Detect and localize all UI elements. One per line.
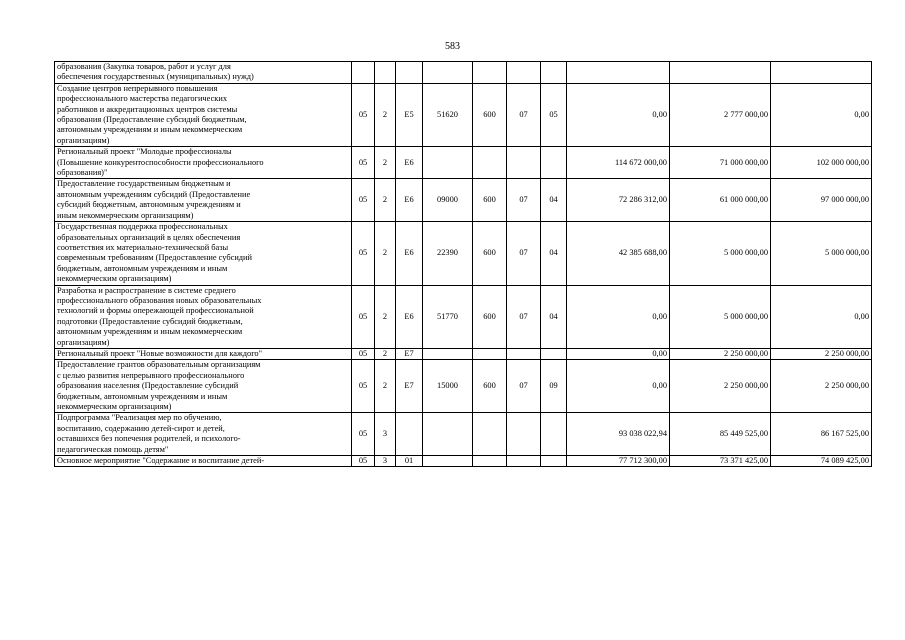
amount-year3-cell: 0,00 — [771, 83, 872, 146]
program-code-cell: 05 — [352, 285, 375, 348]
description-line: соответствия их материально-технической базы — [57, 242, 229, 252]
program-code-cell: 05 — [352, 456, 375, 467]
program-code-cell: 05 — [352, 360, 375, 413]
direction-code-cell: 22390 — [423, 222, 473, 285]
description-line: Предоставление грантов образовательным организациям — [57, 360, 261, 370]
description-line: образовательных организаций в целях обеспечения — [57, 232, 241, 242]
expense-type-cell: 600 — [473, 222, 507, 285]
direction-code-cell: 15000 — [423, 360, 473, 413]
direction-code-cell: 09000 — [423, 179, 473, 222]
description-line: образования (Предоставление субсидий бюджетным, — [57, 115, 247, 125]
subprogram-code-cell: 2 — [375, 83, 396, 146]
expense-type-cell — [473, 456, 507, 467]
description-line: организациям) — [57, 135, 110, 145]
subsection-code-cell: 04 — [541, 285, 567, 348]
section-code-cell: 07 — [507, 285, 541, 348]
direction-code-cell: 51770 — [423, 285, 473, 348]
section-code-cell: 07 — [507, 360, 541, 413]
measure-code-cell — [396, 62, 423, 84]
description-line: организациям) — [57, 337, 110, 347]
measure-code-cell: E6 — [396, 222, 423, 285]
expense-type-cell: 600 — [473, 285, 507, 348]
table-row — [55, 222, 872, 285]
description-line: обеспечения государственных (муниципальных) нужд) — [57, 72, 254, 82]
amount-year3-cell: 97 000 000,00 — [771, 179, 872, 222]
row-description-cell — [55, 147, 352, 179]
measure-code-cell: E6 — [396, 179, 423, 222]
amount-year2-cell: 61 000 000,00 — [670, 179, 771, 222]
amount-year3-cell: 2 250 000,00 — [771, 348, 872, 359]
subsection-code-cell: 04 — [541, 222, 567, 285]
description-line: оставшихся без попечения родителей, и психолого- — [57, 434, 241, 444]
amount-year2-cell: 85 449 525,00 — [670, 413, 771, 456]
expense-type-cell: 600 — [473, 83, 507, 146]
subprogram-code-cell: 3 — [375, 413, 396, 456]
row-description-cell — [55, 222, 352, 285]
amount-year2-cell: 2 777 000,00 — [670, 83, 771, 146]
table-row — [55, 179, 872, 222]
program-code-cell: 05 — [352, 179, 375, 222]
amount-year1-cell: 77 712 300,00 — [567, 456, 670, 467]
budget-table — [54, 61, 872, 467]
section-code-cell — [507, 348, 541, 359]
description-line: бюджетным, автономным учреждениям и иным — [57, 263, 228, 273]
direction-code-cell — [423, 348, 473, 359]
subprogram-code-cell: 2 — [375, 179, 396, 222]
program-code-cell — [352, 62, 375, 84]
section-code-cell: 07 — [507, 179, 541, 222]
amount-year1-cell: 42 385 688,00 — [567, 222, 670, 285]
amount-year3-cell: 102 000 000,00 — [771, 147, 872, 179]
description-line: (Повышение конкурентоспособности профессионального — [57, 157, 264, 167]
subsection-code-cell — [541, 147, 567, 179]
table-row — [55, 413, 872, 456]
measure-code-cell: 01 — [396, 456, 423, 467]
subprogram-code-cell: 2 — [375, 360, 396, 413]
amount-year1-cell: 93 038 022,94 — [567, 413, 670, 456]
description-line: Предоставление государственным бюджетным и — [57, 179, 231, 189]
subprogram-code-cell — [375, 62, 396, 84]
amount-year1-cell — [567, 62, 670, 84]
amount-year3-cell: 74 089 425,00 — [771, 456, 872, 467]
subsection-code-cell — [541, 413, 567, 456]
program-code-cell: 05 — [352, 348, 375, 359]
amount-year2-cell: 5 000 000,00 — [670, 222, 771, 285]
section-code-cell: 07 — [507, 83, 541, 146]
expense-type-cell: 600 — [473, 179, 507, 222]
expense-type-cell: 600 — [473, 360, 507, 413]
description-line: иным некоммерческим организациям) — [57, 210, 194, 220]
subsection-code-cell: 05 — [541, 83, 567, 146]
amount-year3-cell: 5 000 000,00 — [771, 222, 872, 285]
amount-year1-cell: 0,00 — [567, 83, 670, 146]
amount-year1-cell: 0,00 — [567, 360, 670, 413]
subprogram-code-cell: 2 — [375, 348, 396, 359]
direction-code-cell — [423, 456, 473, 467]
description-line: Создание центров непрерывного повышения — [57, 83, 218, 93]
section-code-cell — [507, 456, 541, 467]
measure-code-cell: E6 — [396, 285, 423, 348]
section-code-cell — [507, 413, 541, 456]
row-description-cell — [55, 456, 352, 467]
description-line: с целью развития непрерывного профессионального — [57, 370, 245, 380]
description-line: автономным учреждениям и иным некоммерческим — [57, 125, 243, 135]
row-description-cell — [55, 62, 352, 84]
expense-type-cell — [473, 62, 507, 84]
program-code-cell: 05 — [352, 222, 375, 285]
amount-year1-cell: 114 672 000,00 — [567, 147, 670, 179]
description-line: образования)" — [57, 168, 108, 178]
description-line: образования населения (Предоставление субсидий — [57, 381, 239, 391]
subprogram-code-cell: 2 — [375, 222, 396, 285]
description-line: автономным учреждениям и иным некоммерческим — [57, 327, 243, 337]
expense-type-cell — [473, 413, 507, 456]
table-row — [55, 83, 872, 146]
subsection-code-cell: 04 — [541, 179, 567, 222]
description-line: Разработка и распространение в системе среднего — [57, 285, 236, 295]
description-line: Подпрограмма "Реализация мер по обучению, — [57, 413, 222, 423]
description-line: работников и аккредитационных центров системы — [57, 104, 238, 114]
amount-year3-cell: 0,00 — [771, 285, 872, 348]
section-code-cell — [507, 62, 541, 84]
program-code-cell: 05 — [352, 83, 375, 146]
expense-type-cell — [473, 348, 507, 359]
amount-year2-cell: 73 371 425,00 — [670, 456, 771, 467]
row-description-cell — [55, 360, 352, 413]
description-line: технологий и формы опережающей профессиональной — [57, 306, 254, 316]
measure-code-cell: E6 — [396, 147, 423, 179]
amount-year1-cell: 0,00 — [567, 348, 670, 359]
description-line: Региональный проект "Молодые профессионалы — [57, 147, 232, 157]
section-code-cell: 07 — [507, 222, 541, 285]
direction-code-cell: 51620 — [423, 83, 473, 146]
description-line: Региональный проект "Новые возможности для каждого" — [57, 348, 263, 358]
amount-year2-cell: 5 000 000,00 — [670, 285, 771, 348]
measure-code-cell: E7 — [396, 360, 423, 413]
description-line: педагогическая помощь детям" — [57, 444, 169, 454]
description-line: субсидий бюджетным, автономным учреждениям и — [57, 200, 241, 210]
description-line: образования (Закупка товаров, работ и услуг для — [57, 62, 231, 71]
description-line: бюджетным, автономным учреждениям и иным — [57, 391, 228, 401]
table-row — [55, 147, 872, 179]
subsection-code-cell — [541, 62, 567, 84]
row-description-cell — [55, 285, 352, 348]
row-description-cell — [55, 413, 352, 456]
subsection-code-cell — [541, 456, 567, 467]
section-code-cell — [507, 147, 541, 179]
table-row — [55, 456, 872, 467]
expense-type-cell — [473, 147, 507, 179]
amount-year2-cell — [670, 62, 771, 84]
table-row — [55, 62, 872, 84]
description-line: некоммерческим организациям) — [57, 402, 172, 411]
direction-code-cell — [423, 413, 473, 456]
description-line: профессионального мастерства педагогических — [57, 94, 228, 104]
row-description-cell — [55, 179, 352, 222]
description-line: профессионального образования новых образовательных — [57, 295, 262, 305]
row-description-cell — [55, 348, 352, 359]
amount-year1-cell: 72 286 312,00 — [567, 179, 670, 222]
amount-year3-cell: 2 250 000,00 — [771, 360, 872, 413]
description-line: автономным учреждениям субсидий (Предоставление — [57, 189, 251, 199]
direction-code-cell — [423, 62, 473, 84]
subprogram-code-cell: 2 — [375, 285, 396, 348]
description-line: Государственная поддержка профессиональных — [57, 222, 228, 232]
amount-year2-cell: 2 250 000,00 — [670, 360, 771, 413]
amount-year2-cell: 2 250 000,00 — [670, 348, 771, 359]
page-number: 583 — [445, 41, 460, 52]
table-row — [55, 360, 872, 413]
description-line: некоммерческим организациям) — [57, 274, 172, 284]
amount-year2-cell: 71 000 000,00 — [670, 147, 771, 179]
subprogram-code-cell: 3 — [375, 456, 396, 467]
row-description-cell — [55, 83, 352, 146]
direction-code-cell — [423, 147, 473, 179]
table-row — [55, 285, 872, 348]
subsection-code-cell: 09 — [541, 360, 567, 413]
description-line: Основное мероприятие "Содержание и воспитание детей- — [57, 456, 265, 466]
program-code-cell: 05 — [352, 147, 375, 179]
description-line: современным требованиям (Предоставление субсидий — [57, 253, 253, 263]
amount-year1-cell: 0,00 — [567, 285, 670, 348]
subprogram-code-cell: 2 — [375, 147, 396, 179]
measure-code-cell: E5 — [396, 83, 423, 146]
table-row — [55, 348, 872, 359]
program-code-cell: 05 — [352, 413, 375, 456]
description-line: подготовки (Предоставление субсидий бюджетным, — [57, 316, 243, 326]
measure-code-cell — [396, 413, 423, 456]
amount-year3-cell: 86 167 525,00 — [771, 413, 872, 456]
subsection-code-cell — [541, 348, 567, 359]
description-line: воспитанию, содержанию детей-сирот и детей, — [57, 423, 225, 433]
amount-year3-cell — [771, 62, 872, 84]
measure-code-cell: E7 — [396, 348, 423, 359]
